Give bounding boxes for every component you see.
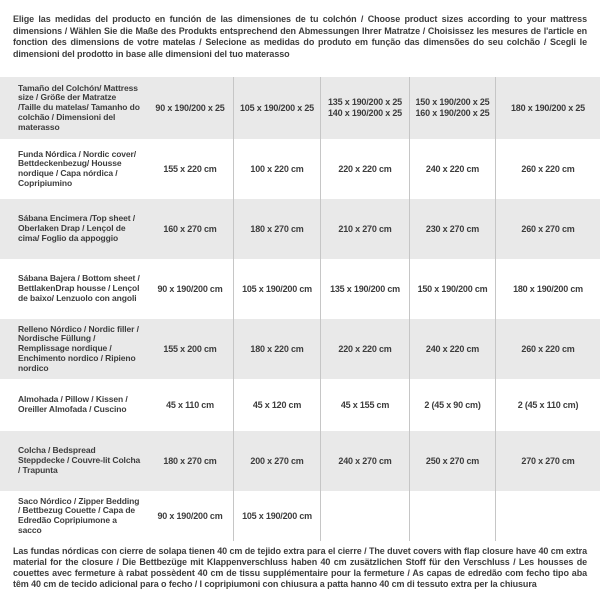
size-value: 250 x 270 cm <box>425 455 480 466</box>
size-value: 180 x 190/200 cm <box>513 283 583 294</box>
size-cell <box>147 431 233 491</box>
size-cell <box>233 319 320 379</box>
size-cell <box>147 139 233 199</box>
table-row <box>0 431 600 491</box>
size-cell <box>409 319 495 379</box>
size-cell <box>409 379 495 431</box>
size-value: 2 (45 x 90 cm) <box>424 399 481 410</box>
size-cell <box>320 259 409 319</box>
footnote-text: Las fundas nórdicas con cierre de solapa tienen 40 cm de tejido extra para el cierre / The duvet covers with flap closure have 40 cm extra material for the closure / Die Bettbezüge mit Klappenverschluss haben 40 cm zusätzlichen Stoff für den Verschluss / Les housses de couettes avec fermeture à rabat possèdent 40 cm de tissu supplémentaire pour la fermeture / As capas de edredão com fecho tipo aba têm 40 cm de tecido adicional para o fecho / I copripiumoni con chiusura a patta hanno 40 cm di tessuto extra per la chiusura <box>13 546 587 589</box>
size-cell <box>495 77 600 139</box>
size-cell <box>495 431 600 491</box>
table-row <box>0 491 600 541</box>
size-cell <box>320 139 409 199</box>
size-value: 210 x 270 cm <box>338 223 392 234</box>
size-cell <box>147 491 233 541</box>
size-value: 180 x 190/200 x 25 <box>511 102 585 113</box>
row-label: Relleno Nórdico / Nordic filler / Nordische Füllung / Remplissage nordique / Enchimento nordico / Ripieno nordico <box>18 323 139 373</box>
size-cell <box>233 259 320 319</box>
row-label: Saco Nórdico / Zipper Bedding / Bettbezug Couette / Capa de Edredão Copripiumone a sacco <box>18 495 140 535</box>
size-cell <box>409 199 495 259</box>
size-cell <box>409 259 495 319</box>
size-cell <box>495 319 600 379</box>
size-cell <box>233 77 320 139</box>
size-cell <box>320 77 409 139</box>
row-label: Colcha / Bedspread Steppdecke / Couvre-lit Colcha / Trapunta <box>18 445 141 475</box>
size-value: 45 x 120 cm <box>252 399 302 410</box>
row-label: Sábana Encimera /Top sheet / Oberlaken Drap / Lençol de cima/ Foglio da appoggio <box>18 213 136 243</box>
size-value: 150 x 190/200 cm <box>417 283 488 294</box>
size-value: 160 x 270 cm <box>163 223 217 234</box>
size-value: 220 x 220 cm <box>338 343 392 354</box>
size-value: 90 x 190/200 cm <box>157 510 223 521</box>
size-cell <box>320 199 409 259</box>
size-value: 155 x 220 cm <box>163 163 217 174</box>
size-value: 240 x 220 cm <box>425 163 480 174</box>
size-value: 230 x 270 cm <box>425 223 480 234</box>
size-cell <box>233 379 320 431</box>
size-cell <box>495 491 600 541</box>
size-value: 200 x 270 cm <box>250 455 304 466</box>
size-value: 260 x 220 cm <box>521 163 575 174</box>
size-value: 135 x 190/200 cm <box>330 283 400 294</box>
table-row <box>0 77 600 139</box>
size-value: 105 x 190/200 x 25 <box>240 102 314 113</box>
size-cell <box>409 77 495 139</box>
size-value: 220 x 220 cm <box>338 163 392 174</box>
intro-text: Elige las medidas del producto en función de las dimensiones de tu colchón / Choose product sizes according to your mattress dimensions / Wählen Sie die Maße des Produkts entsprechend den Abmessungen Ihrer Matratze / Choisissez les mesures de l'article en fonction des dimensions de votre matelas / Selecione as medidas do produto em função das dimensões do seu colchão / Scegli le dimensioni del prodotto in base alle dimensioni del tuo materasso <box>13 14 587 59</box>
size-value: 240 x 220 cm <box>425 343 480 354</box>
size-cell <box>320 491 409 541</box>
size-value: 180 x 220 cm <box>250 343 304 354</box>
size-value: 155 x 200 cm <box>163 343 217 354</box>
size-value: 150 x 190/200 x 25 <box>415 97 490 107</box>
size-cell <box>495 379 600 431</box>
row-label: Tamaño del Colchón/ Mattress size / Größe der Matratze /Taille du matelas/ Tamanho do colchão / Dimensioni del materasso <box>18 82 140 132</box>
size-value: 270 x 270 cm <box>521 455 575 466</box>
table-row <box>0 199 600 259</box>
size-value: 90 x 190/200 x 25 <box>155 102 225 113</box>
size-value: 105 x 190/200 cm <box>242 283 312 294</box>
size-cell <box>320 319 409 379</box>
size-cell <box>320 431 409 491</box>
size-value: 45 x 110 cm <box>166 399 214 410</box>
size-cell <box>495 139 600 199</box>
size-cell <box>233 431 320 491</box>
size-value: 240 x 270 cm <box>338 455 392 466</box>
size-cell <box>147 199 233 259</box>
table-row <box>0 319 600 379</box>
size-cell <box>495 259 600 319</box>
size-cell <box>147 379 233 431</box>
size-cell <box>147 77 233 139</box>
size-cell <box>409 491 495 541</box>
size-cell <box>233 139 320 199</box>
size-value: 135 x 190/200 x 25 <box>328 97 402 107</box>
size-cell <box>147 259 233 319</box>
size-cell <box>147 319 233 379</box>
size-value: 2 (45 x 110 cm) <box>517 399 579 410</box>
size-value: 140 x 190/200 x 25 <box>328 108 402 118</box>
table-row <box>0 379 600 431</box>
size-cell <box>320 379 409 431</box>
row-label: Sábana Bajera / Bottom sheet / BettlakenDrap housse / Lençol de baixo/ Lenzuolo con angoli <box>18 273 140 303</box>
size-value: 180 x 270 cm <box>163 455 217 466</box>
size-cell <box>233 199 320 259</box>
size-value: 260 x 220 cm <box>521 343 575 354</box>
size-cell <box>409 431 495 491</box>
size-cell <box>409 139 495 199</box>
table-row <box>0 259 600 319</box>
size-cell <box>495 199 600 259</box>
size-value: 105 x 190/200 cm <box>242 510 312 521</box>
table-row <box>0 139 600 199</box>
size-table <box>0 77 600 541</box>
size-value: 260 x 270 cm <box>521 223 575 234</box>
size-cell <box>233 491 320 541</box>
size-value: 160 x 190/200 x 25 <box>415 108 490 118</box>
row-label: Almohada / Pillow / Kissen / Oreiller Almofada / Cuscino <box>18 394 128 414</box>
size-value: 90 x 190/200 cm <box>157 283 223 294</box>
size-value: 45 x 155 cm <box>340 399 390 410</box>
size-value: 180 x 270 cm <box>250 223 304 234</box>
size-value: 100 x 220 cm <box>250 163 304 174</box>
row-label: Funda Nórdica / Nordic cover/ Bettdeckenbezug/ Housse nordique / Capa nórdica / Copripiumino <box>18 148 137 188</box>
